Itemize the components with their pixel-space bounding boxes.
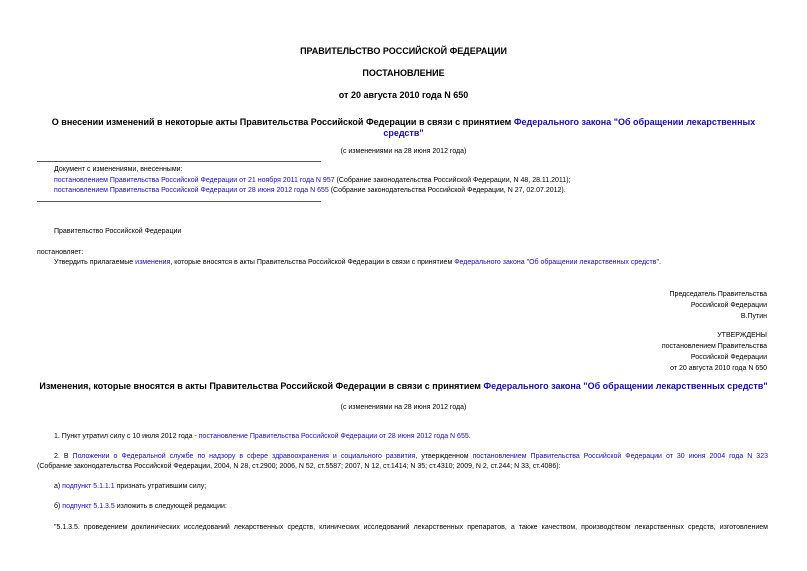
subitem-a-text: признать утратившим силу; <box>114 483 207 490</box>
edition-note: (с изменениями на 28 июня 2012 года) <box>340 148 467 155</box>
federal-law-link[interactable]: Федерального закона "Об обращении лекарственных <box>513 117 756 127</box>
approved-by: постановлением Правительства <box>661 343 767 350</box>
paragraph-2-mid: , утвержденном <box>415 453 473 460</box>
changes-link[interactable]: изменения <box>135 259 171 266</box>
paragraph-2-line-1 <box>54 452 768 461</box>
document-title-cont <box>0 128 807 139</box>
changes-item-1 <box>54 176 570 185</box>
decree-957-link[interactable]: постановлением Правительства Российской Федерации от 21 ноября 2011 года N 957 <box>54 177 335 184</box>
quoted-text: "5.1.3.5. проведением доклинических исследований лекарственных средств, клинических исследований лекарственных препаратов, а также качеством, производством лекарственных средств, изготовлением <box>54 524 768 531</box>
decree-655-source: (Собрание законодательства Российской Федерации, N 27, 02.07.2012). <box>328 187 566 194</box>
paragraph-1-link[interactable]: постановление Правительства Российской Федерации от 28 июня 2012 года N 655 <box>198 433 469 440</box>
decree-957-source: (Собрание законодательства Российской Федерации, N 48, 28.11.2011); <box>334 177 571 184</box>
paragraph-1-end: . <box>468 433 471 440</box>
approve-pre: Утвердить прилагаемые <box>54 259 136 266</box>
changes-edition-note: (с изменениями на 28 июня 2012 года) <box>340 404 467 411</box>
document-title <box>0 117 807 128</box>
document-title-text: О внесении изменений в некоторые акты Правительства Российской Федерации в связи с принятием <box>51 117 514 127</box>
approve-mid: , которые вносятся в акты Правительства Российской Федерации в связи с принятием <box>170 259 455 266</box>
approve-end: . <box>658 259 661 266</box>
subitem-5-1-3-5-link[interactable]: подпункт 5.1.3.5 <box>62 503 115 510</box>
approve-law-link[interactable]: Федерального закона "Об обращении лекарственных средств" <box>454 259 659 266</box>
paragraph-1 <box>54 432 471 441</box>
document-type: ПОСТАНОВЛЕНИЕ <box>362 68 445 78</box>
changes-title <box>0 381 807 392</box>
approved-country: Российской Федерации <box>690 354 767 361</box>
signature-position: Председатель Правительства <box>669 291 767 298</box>
box-bottom-rule <box>37 201 321 202</box>
changes-item-2 <box>54 186 566 195</box>
signature-name: В.Путин <box>740 313 767 320</box>
changes-title-text: Изменения, которые вносятся в акты Правительства Российской Федерации в связи с принятием <box>39 381 484 391</box>
box-top-rule <box>37 161 321 162</box>
subitem-b-pre: б) <box>54 503 63 510</box>
approve-paragraph <box>54 258 661 267</box>
decree-323-link[interactable]: постановлением Правительства Российской Федерации от 30 июня 2004 года N 323 <box>472 453 768 460</box>
subitem-5-1-1-1-link[interactable]: подпункт 5.1.1.1 <box>62 483 115 490</box>
approved-date: от 20 августа 2010 года N 650 <box>670 365 767 372</box>
signature-country: Российской Федерации <box>690 302 767 309</box>
subitem-b <box>54 502 227 511</box>
subitem-a-pre: а) <box>54 483 63 490</box>
paragraph-2-num: 2. В <box>54 453 73 460</box>
changes-intro: Документ с изменениями, внесенными: <box>54 166 183 173</box>
paragraph-2-line-2: (Собрание законодательства Российской Федерации, 2004, N 28, ст.2900; 2006, N 52, ст.5587; 2007, N 12, ст.1414; N 35; ст.4310; 2009, N 2, ст.244; N 33, ст.4086): <box>37 463 561 470</box>
subitem-a <box>54 482 206 491</box>
changes-title-law-link[interactable]: Федерального закона "Об обращении лекарственных средств" <box>483 381 768 391</box>
subitem-b-text: изложить в следующей редакции: <box>114 503 227 510</box>
regulation-link[interactable]: Положении о Федеральной службе по надзору в сфере здравоохранения и социального развития <box>72 453 416 460</box>
federal-law-link-cont[interactable]: средств" <box>383 128 424 138</box>
document-date: от 20 августа 2010 года N 650 <box>338 90 469 100</box>
decree-655-link[interactable]: постановлением Правительства Российской Федерации от 28 июня 2012 года N 655 <box>54 187 329 194</box>
approved-label: УТВЕРЖДЕНЫ <box>717 332 767 339</box>
government-heading: ПРАВИТЕЛЬСТВО РОССИЙСКОЙ ФЕДЕРАЦИИ <box>300 46 507 56</box>
paragraph-1-text: 1. Пункт утратил силу с 10 июля 2012 года - <box>54 433 199 440</box>
government-label: Правительство Российской Федерации <box>54 228 182 235</box>
decrees-label: постановляет: <box>37 249 84 256</box>
